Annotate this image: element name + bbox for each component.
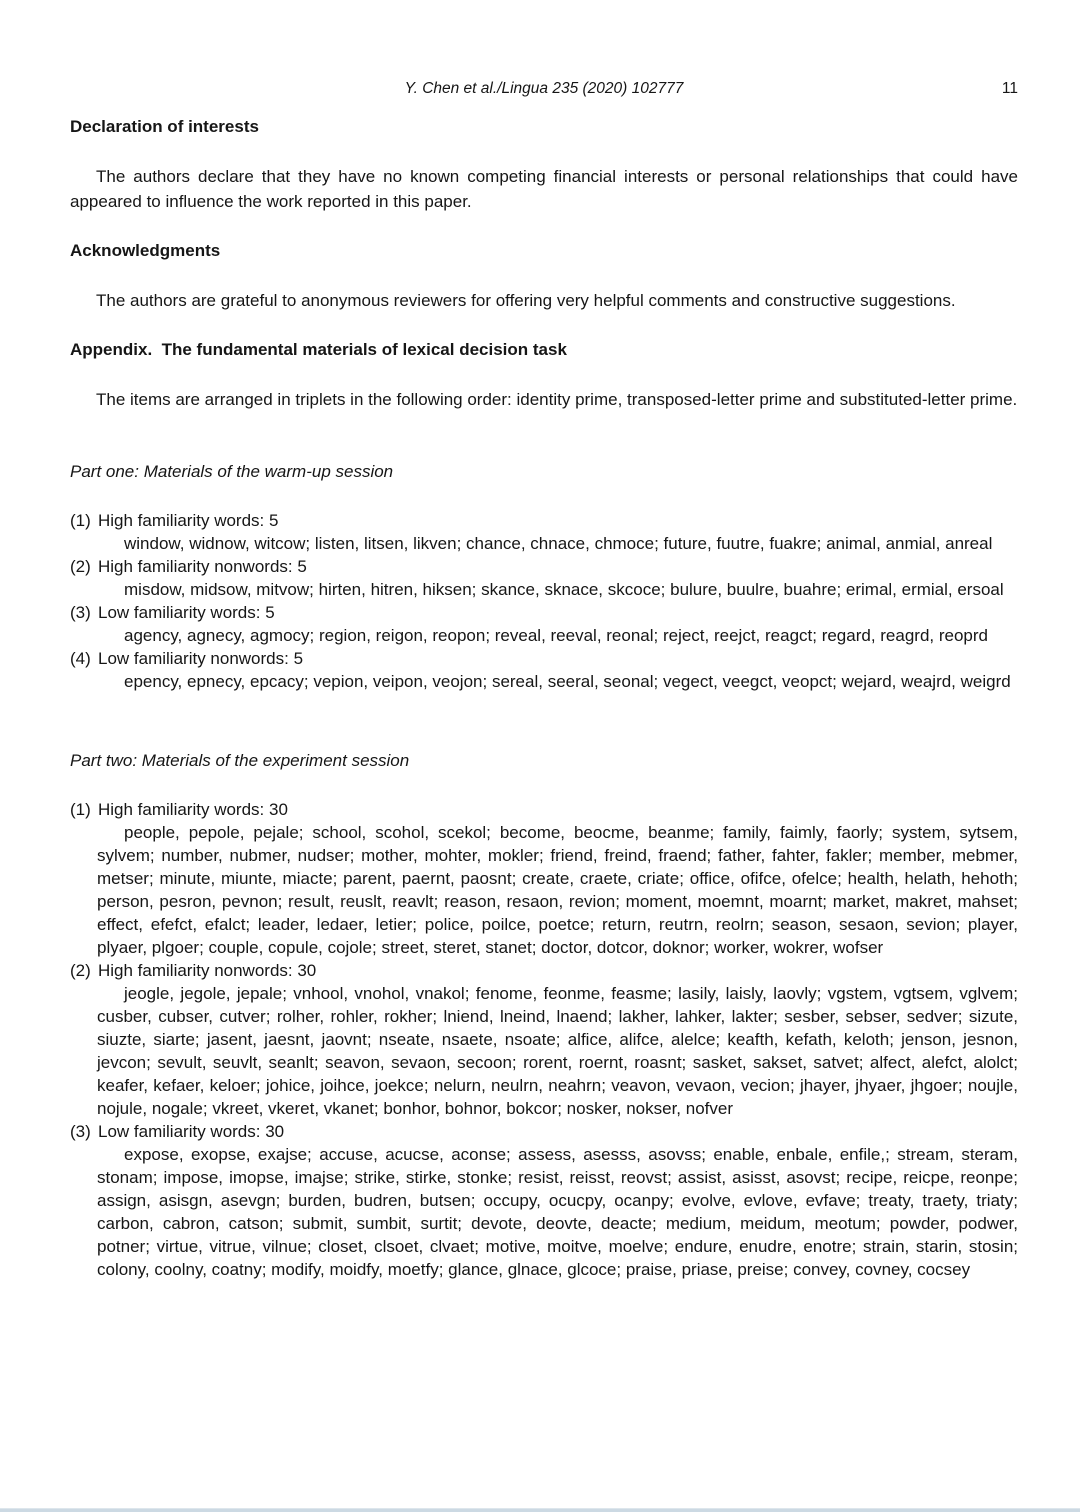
item-marker: (2) xyxy=(70,557,91,576)
list-item-part1-2 xyxy=(70,555,1018,601)
part-two-title: Part two: Materials of the experiment session xyxy=(70,751,410,770)
item-words: agency, agnecy, agmocy; region, reigon, reopon; reveal, reeval, reonal; reject, reejct, reagct; regard, reagrd, reoprd xyxy=(124,626,989,645)
item-label: High familiarity nonwords: 30 xyxy=(98,961,317,980)
item-label: Low familiarity words: 30 xyxy=(98,1122,285,1141)
item-words: epency, epnecy, epcacy; vepion, veipon, veojon; sereal, seeral, seonal; vegect, veegct, veopct; wejard, weajrd, weigrd xyxy=(124,672,1011,691)
list-item-part2-3 xyxy=(70,1120,1018,1281)
item-words: misdow, midsow, mitvow; hirten, hitren, hiksen; skance, sknace, skcoce; bulure, buulre, buahre; erimal, ermial, ersoal xyxy=(124,580,1004,599)
list-item-part1-1 xyxy=(70,509,1018,555)
item-words: jeogle, jegole, jepale; vnhool, vnohol, vnakol; fenome, feonme, feasme; lasily, laisly, laovly; vgstem, vgtsem, vglvem; cusber, cubser, cutver; rolher, rohler, rokher; lniend, lneind, lnaend; lakher, lahker, lakter; sesber, sebser, sedver; sizute, siuzte, siarte; jasent, jaesnt, jaovnt; nseate, nsaete, nsoate; alfice, alifce, alelce; keafth, kefath, keloth; jenson, jesnon, jevcon; sevult, seuvlt, seanlt; seavon, sevaon, secoon; rorent, roernt, roasnt; sasket, sakset, satvet; alfect, alefct, alolct; keafer, kefaer, keloer; johice, joihce, joekce; nelurn, neulrn, neahrn; veavon, vevaon, vecion; jhayer, jhyaer, jhgoer; noujle, nojule, nogale; vkreet, vkeret, vkanet; bonhor, bohnor, bokcor; nosker, nokser, nofver xyxy=(97,984,1018,1118)
item-words: expose, exopse, exajse; accuse, acucse, aconse; assess, asesss, asovss; enable, enbale, enfile,; stream, steram, stonam; impose, imopse, imajse; strike, stirke, stonke; resist, reisst, reovst; assist, asisst, asovst; recipe, reicpe, reonpe; assign, asisgn, asevgn; burden, budren, butsen; occupy, ocucpy, ocanpy; evolve, evlove, evfave; treaty, traety, triaty; carbon, cabron, catson; submit, sumbit, surtit; devote, deovte, deacte; medium, meidum, meotum; powder, podwer, potner; virtue, vitrue, vilnue; closet, clsoet, clvaet; motive, moitve, moelve; endure, enudre, enotre; strain, starin, stosin; colony, coolny, coatny; modify, moidfy, moetfy; glance, glnace, glcoce; praise, priase, preise; convey, covney, cocsey xyxy=(97,1145,1018,1279)
item-heading xyxy=(70,601,1018,624)
running-header xyxy=(70,80,1018,98)
item-marker: (3) xyxy=(70,1122,91,1141)
item-marker: (1) xyxy=(70,511,91,530)
heading-acknowledgments: Acknowledgments xyxy=(70,241,221,260)
item-heading xyxy=(70,509,1018,532)
running-title: Y. Chen et al./Lingua 235 (2020) 102777 xyxy=(404,80,684,97)
item-label: Low familiarity words: 5 xyxy=(98,603,275,622)
list-item-part2-2 xyxy=(70,959,1018,1120)
declaration-paragraph: The authors declare that they have no known competing financial interests or personal relationships that could have appeared to influence the work reported in this paper. xyxy=(70,167,1018,211)
appendix-intro-paragraph: The items are arranged in triplets in the following order: identity prime, transposed-letter prime and substituted-letter prime. xyxy=(96,390,1018,409)
item-marker: (1) xyxy=(70,800,91,819)
item-heading xyxy=(70,555,1018,578)
item-words: people, pepole, pejale; school, scohol, scekol; become, beocme, beanme; family, faimly, faorly; system, sytsem, sylvem; number, nubmer, nudser; mother, mohter, mokler; friend, freind, fraend; father, fahter, fakler; member, mebmer, metser; minute, miunte, miacte; parent, paernt, paosnt; create, craete, criate; office, ofifce, ofelce; health, helath, hehoth; person, pesron, pevnon; result, reuslt, reavlt; reason, resaon, revion; moment, moemnt, moarnt; market, makret, mahset; effect, efefct, efalct; leader, ledaer, letier; police, poilce, poetce; return, reutrn, reolrn; season, sesaon, sevion; player, plyaer, plgoer; couple, copule, cojole; street, steret, stanet; doctor, dotcor, doknor; worker, wokrer, wofser xyxy=(97,823,1018,957)
item-label: Low familiarity nonwords: 5 xyxy=(98,649,304,668)
item-label: High familiarity words: 30 xyxy=(98,800,288,819)
item-words: window, widnow, witcow; listen, litsen, likven; chance, chnace, chmoce; future, fuutre, fuakre; animal, anmial, anreal xyxy=(124,534,993,553)
item-marker: (4) xyxy=(70,649,91,668)
item-heading xyxy=(70,959,1018,982)
page-number: 11 xyxy=(1001,80,1018,97)
list-item-part1-3 xyxy=(70,601,1018,647)
item-marker: (3) xyxy=(70,603,91,622)
part-one-title: Part one: Materials of the warm-up session xyxy=(70,462,394,481)
acknowledgments-paragraph: The authors are grateful to anonymous reviewers for offering very helpful comments and constructive suggestions. xyxy=(96,291,956,310)
item-heading xyxy=(70,798,1018,821)
item-label: High familiarity words: 5 xyxy=(98,511,279,530)
window-bottom-edge xyxy=(0,1508,1080,1512)
list-item-part2-1 xyxy=(70,798,1018,959)
item-marker: (2) xyxy=(70,961,91,980)
list-item-part1-4 xyxy=(70,647,1018,693)
heading-appendix: Appendix. The fundamental materials of lexical decision task xyxy=(70,340,567,359)
item-heading xyxy=(70,647,1018,670)
heading-declaration-of-interests: Declaration of interests xyxy=(70,117,259,136)
item-label: High familiarity nonwords: 5 xyxy=(98,557,307,576)
item-heading xyxy=(70,1120,1018,1143)
